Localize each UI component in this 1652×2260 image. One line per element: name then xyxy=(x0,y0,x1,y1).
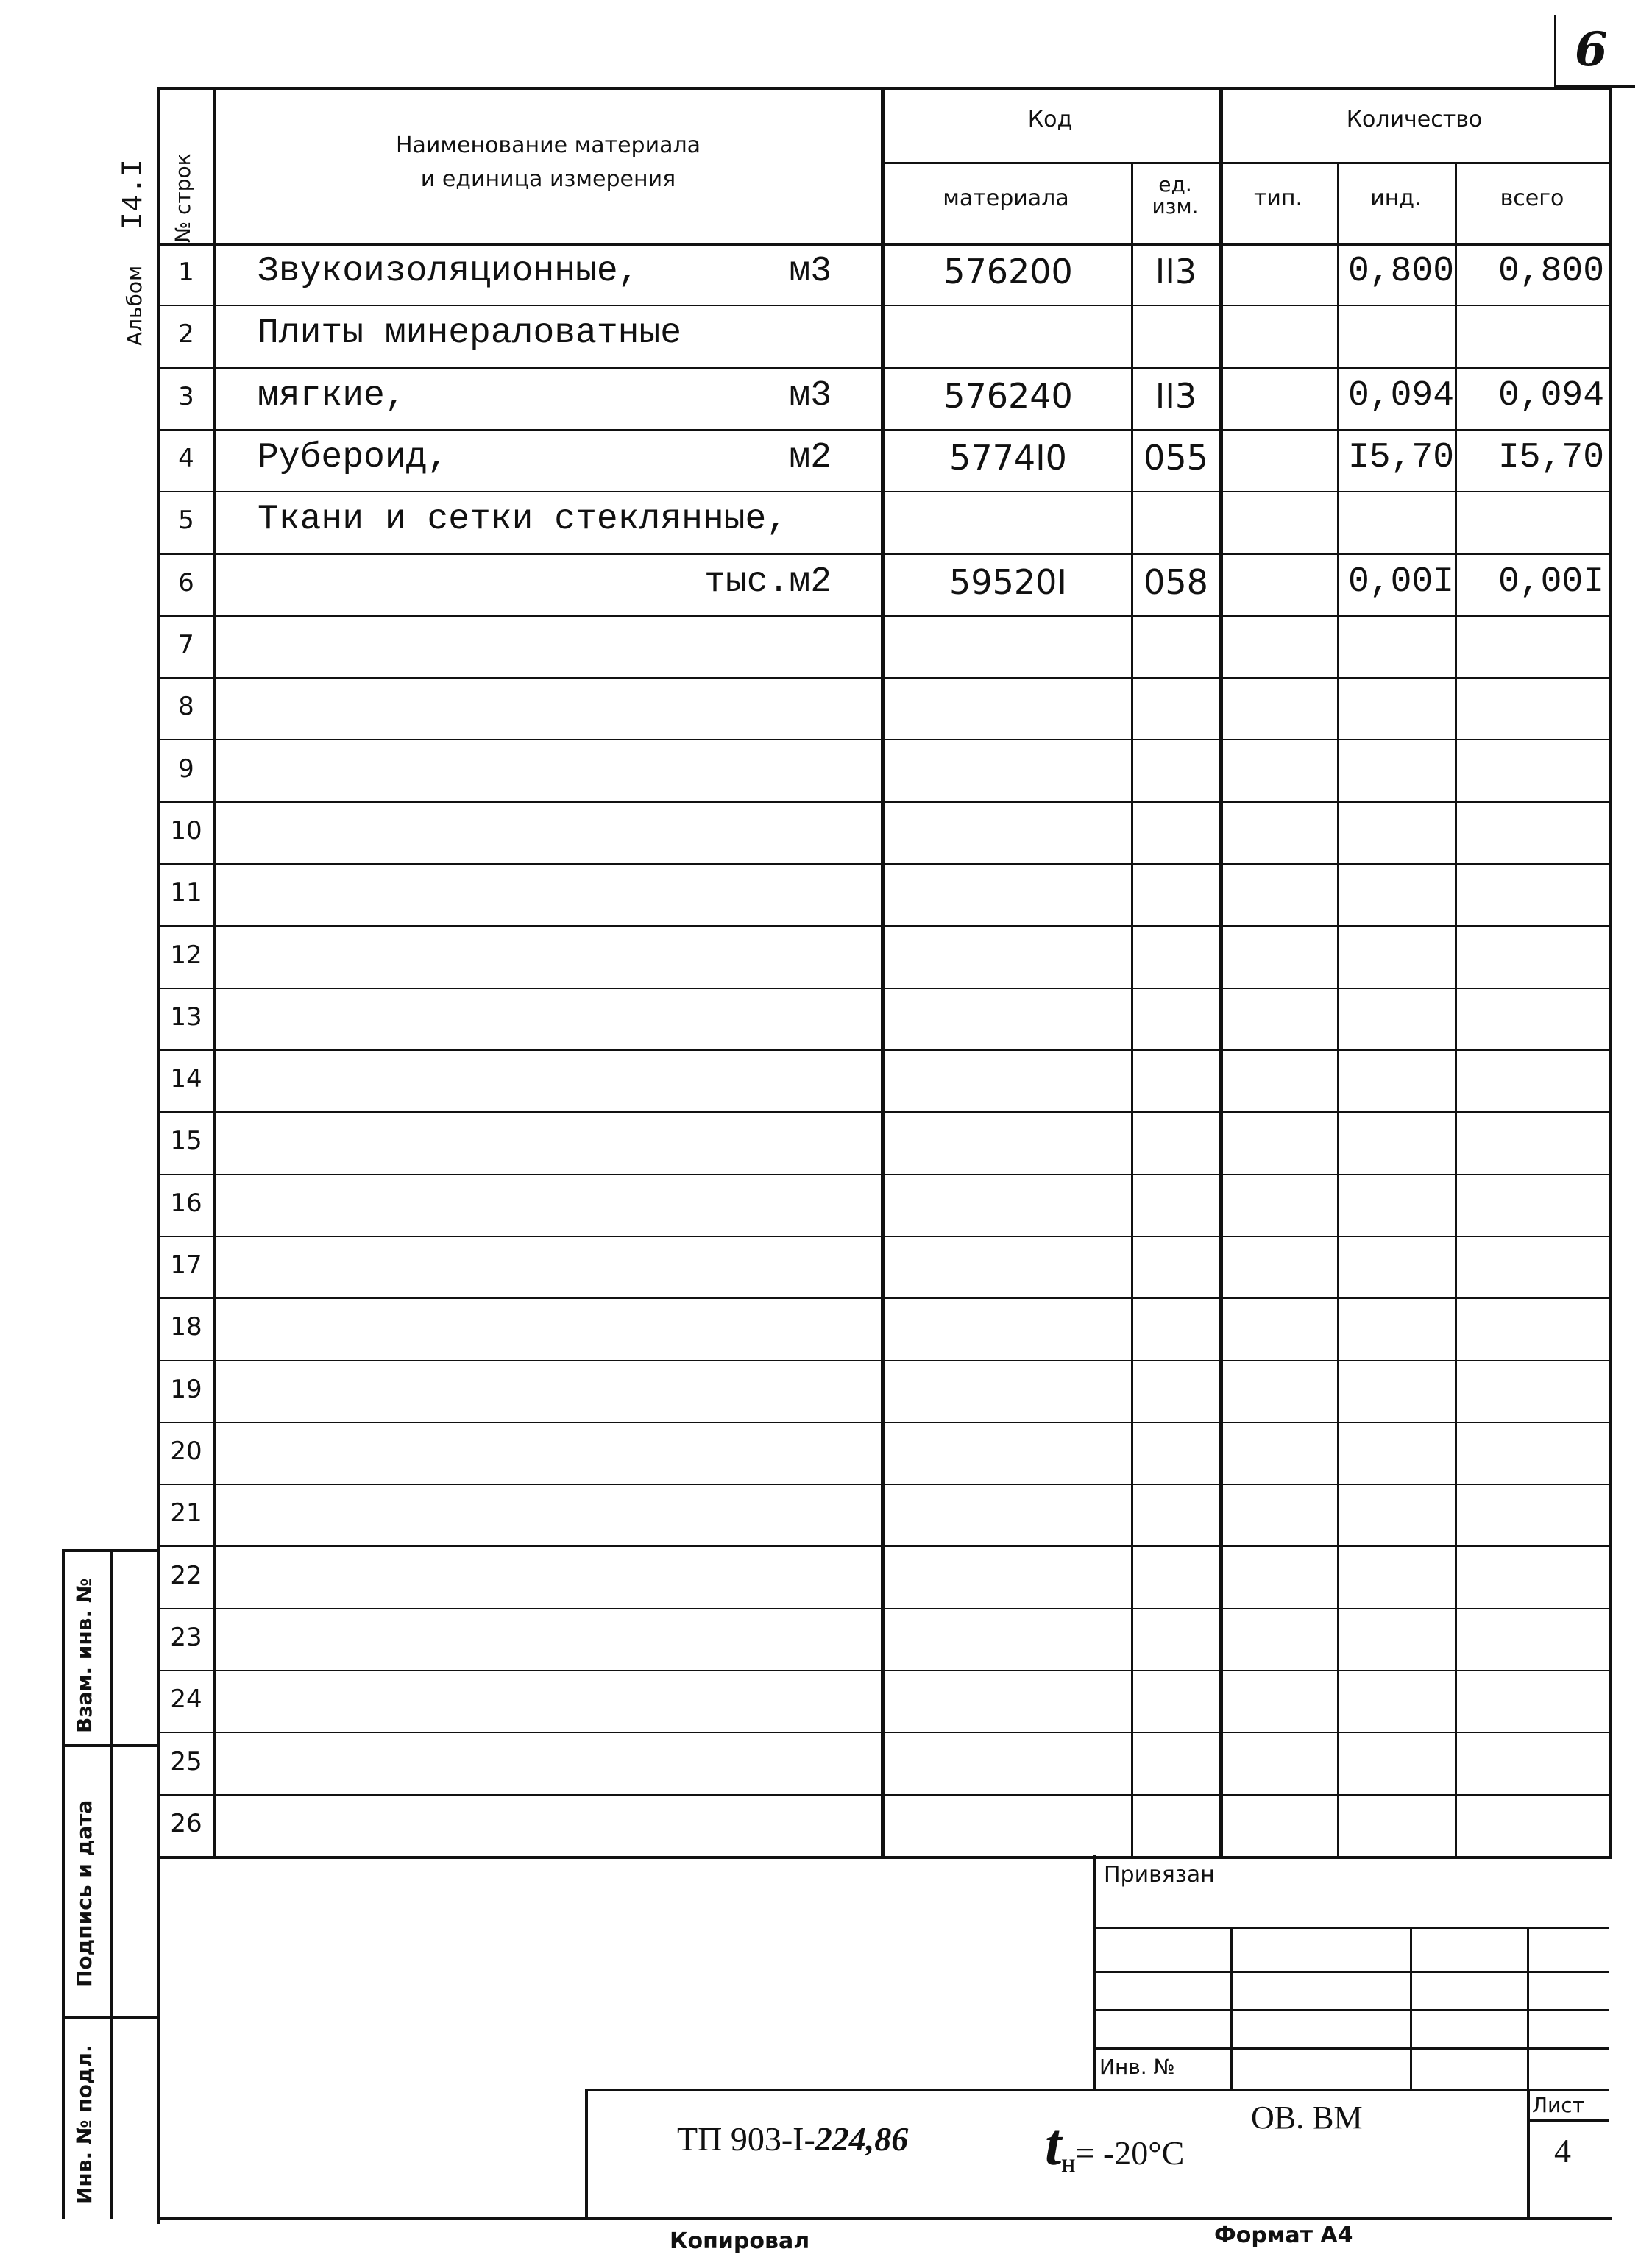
material-code: 5774I0 xyxy=(949,438,1067,478)
row-number: 10 xyxy=(170,815,202,846)
material-code: 576240 xyxy=(943,375,1073,416)
row-separator xyxy=(157,1732,1609,1733)
row-separator xyxy=(157,553,1609,555)
row-number: 21 xyxy=(170,1498,202,1528)
stamp-outer-left xyxy=(62,1549,65,2219)
row-number: 17 xyxy=(170,1250,202,1280)
tb-grid-v3 xyxy=(1527,1927,1529,2090)
material-name: мягкие, xyxy=(258,375,406,416)
row-number: 12 xyxy=(170,940,202,970)
tb-attached-top-line xyxy=(1093,1927,1609,1929)
header-name-line1: Наименование материала xyxy=(395,132,701,158)
material-unit: м3 xyxy=(789,375,832,416)
row-number: 23 xyxy=(170,1622,202,1652)
row-number: 13 xyxy=(170,1002,202,1032)
row-separator xyxy=(157,1670,1609,1671)
row-separator xyxy=(157,925,1609,927)
stamp-label-replace-inv: Взам. инв. № xyxy=(72,1578,96,1733)
row-number: 1 xyxy=(178,258,194,288)
qty-total: 0,00I xyxy=(1497,562,1604,602)
row-separator xyxy=(157,1422,1609,1423)
material-name: Ткани и сетки стеклянные, xyxy=(258,500,788,540)
header-code-material: материала xyxy=(943,185,1069,211)
unit-code: II3 xyxy=(1155,252,1197,292)
row-number: 25 xyxy=(170,1746,202,1777)
row-number: 3 xyxy=(178,381,194,411)
top-right-mark xyxy=(1554,15,1556,88)
col-line-code xyxy=(881,87,885,1856)
tb-main-top xyxy=(585,2089,1609,2091)
attached-label: Привязан xyxy=(1104,1862,1215,1888)
row-separator xyxy=(157,1049,1609,1051)
row-separator xyxy=(157,1111,1609,1113)
material-unit: тыс.м2 xyxy=(704,562,832,602)
qty-total: 0,800 xyxy=(1497,252,1604,292)
row-separator xyxy=(157,1545,1609,1547)
unit-code: 058 xyxy=(1144,562,1208,602)
row-number: 16 xyxy=(170,1188,202,1218)
header-qty-group: Количество xyxy=(1346,107,1483,132)
col-line-ind xyxy=(1337,162,1339,1856)
row-number: 19 xyxy=(170,1374,202,1404)
tb-grid-h2 xyxy=(1093,2009,1609,2011)
row-number: 24 xyxy=(170,1685,202,1715)
row-number: 5 xyxy=(178,506,194,536)
qty-ind: 0,800 xyxy=(1347,252,1454,292)
stamp-label-signature-date: Подпись и дата xyxy=(72,1799,96,1987)
material-code: 59520I xyxy=(949,562,1067,602)
tb-sheet-mid xyxy=(1527,2119,1609,2122)
material-unit: м3 xyxy=(789,252,832,292)
table-bottom-border xyxy=(157,1856,1612,1859)
tb-grid-v1 xyxy=(1230,1927,1233,2090)
stamp-sep-1 xyxy=(62,1744,157,1747)
row-separator xyxy=(157,988,1609,989)
row-separator xyxy=(157,305,1609,306)
row-separator xyxy=(157,1236,1609,1237)
header-qty-total: всего xyxy=(1500,185,1564,211)
inv-label: Инв. № xyxy=(1099,2055,1175,2079)
section-code: ОВ. ВМ xyxy=(1251,2100,1363,2136)
row-separator xyxy=(157,491,1609,492)
row-number: 15 xyxy=(170,1126,202,1156)
material-name: Звукоизоляционные, xyxy=(258,252,639,292)
format-label: Формат А4 xyxy=(1214,2222,1353,2248)
album-label: Альбом I4.I xyxy=(118,159,151,346)
row-number-header: № строк xyxy=(171,153,195,243)
row-number: 26 xyxy=(170,1808,202,1838)
header-unit: ед. изм. xyxy=(1152,172,1199,219)
sheet-label: Лист xyxy=(1532,2093,1584,2117)
row-separator xyxy=(157,1794,1609,1796)
document-code: ТП 903-I-224,86 xyxy=(677,2120,909,2158)
row-number: 7 xyxy=(178,630,194,659)
row-separator xyxy=(157,677,1609,679)
row-separator xyxy=(157,1484,1609,1485)
copied-label: Копировал xyxy=(670,2228,810,2254)
row-separator xyxy=(157,801,1609,803)
col-line-unit xyxy=(1131,162,1133,1856)
material-name: Рубероид, xyxy=(258,438,449,478)
col-line-typ xyxy=(1219,87,1223,1856)
row-number: 18 xyxy=(170,1312,202,1342)
unit-code: 055 xyxy=(1144,438,1208,478)
stamp-top xyxy=(62,1549,157,1552)
row-number: 20 xyxy=(170,1437,202,1466)
header-name-line2: и единица измерения xyxy=(420,166,676,192)
qty-ind: 0,00I xyxy=(1347,562,1454,602)
page-number: 6 xyxy=(1575,22,1608,77)
header-mid-line xyxy=(881,162,1609,164)
tb-grid-h1 xyxy=(1093,1971,1609,1973)
row-number: 11 xyxy=(170,878,202,908)
page-bottom-border xyxy=(157,2217,1612,2220)
row-separator xyxy=(157,367,1609,369)
row-number: 8 xyxy=(178,692,194,722)
material-code: 576200 xyxy=(943,252,1073,292)
tb-grid-v2 xyxy=(1410,1927,1412,2090)
row-separator xyxy=(157,1174,1609,1175)
qty-total: 0,094 xyxy=(1497,375,1604,416)
stamp-sep-2 xyxy=(62,2016,157,2019)
stamp-label-inv-orig: Инв. № подл. xyxy=(72,2044,96,2204)
row-separator xyxy=(157,863,1609,865)
row-number: 14 xyxy=(170,1064,202,1094)
tb-grid-h3 xyxy=(1093,2047,1609,2050)
header-code-group: Код xyxy=(1027,107,1073,132)
material-name: Плиты минераловатные xyxy=(258,314,682,354)
header-qty-typ: тип. xyxy=(1253,185,1303,211)
row-separator xyxy=(157,1297,1609,1299)
sheet-number: 4 xyxy=(1554,2132,1571,2169)
header-bottom-line xyxy=(157,243,1609,246)
table-right-border xyxy=(1609,87,1612,1856)
unit-code: II3 xyxy=(1155,375,1197,416)
col-line-total xyxy=(1455,162,1457,1856)
col-line-name xyxy=(213,87,216,1856)
row-number: 9 xyxy=(178,754,194,784)
material-unit: м2 xyxy=(789,438,832,478)
row-separator xyxy=(157,1608,1609,1609)
qty-ind: I5,70 xyxy=(1347,438,1454,478)
qty-total: I5,70 xyxy=(1497,438,1604,478)
qty-ind: 0,094 xyxy=(1347,375,1454,416)
row-number: 4 xyxy=(178,444,194,474)
tb-sheet-left xyxy=(1527,2089,1530,2219)
temperature-note: $t_н= -20^\circ C$ xyxy=(1045,2113,1185,2178)
tb-main-left xyxy=(585,2089,588,2219)
row-separator xyxy=(157,615,1609,617)
stamp-mid xyxy=(110,1549,113,2219)
row-separator xyxy=(157,1360,1609,1361)
row-separator xyxy=(157,429,1609,431)
row-number: 2 xyxy=(178,319,194,350)
row-number: 22 xyxy=(170,1560,202,1590)
header-qty-ind: инд. xyxy=(1370,185,1422,211)
row-separator xyxy=(157,739,1609,740)
row-number: 6 xyxy=(178,567,194,598)
